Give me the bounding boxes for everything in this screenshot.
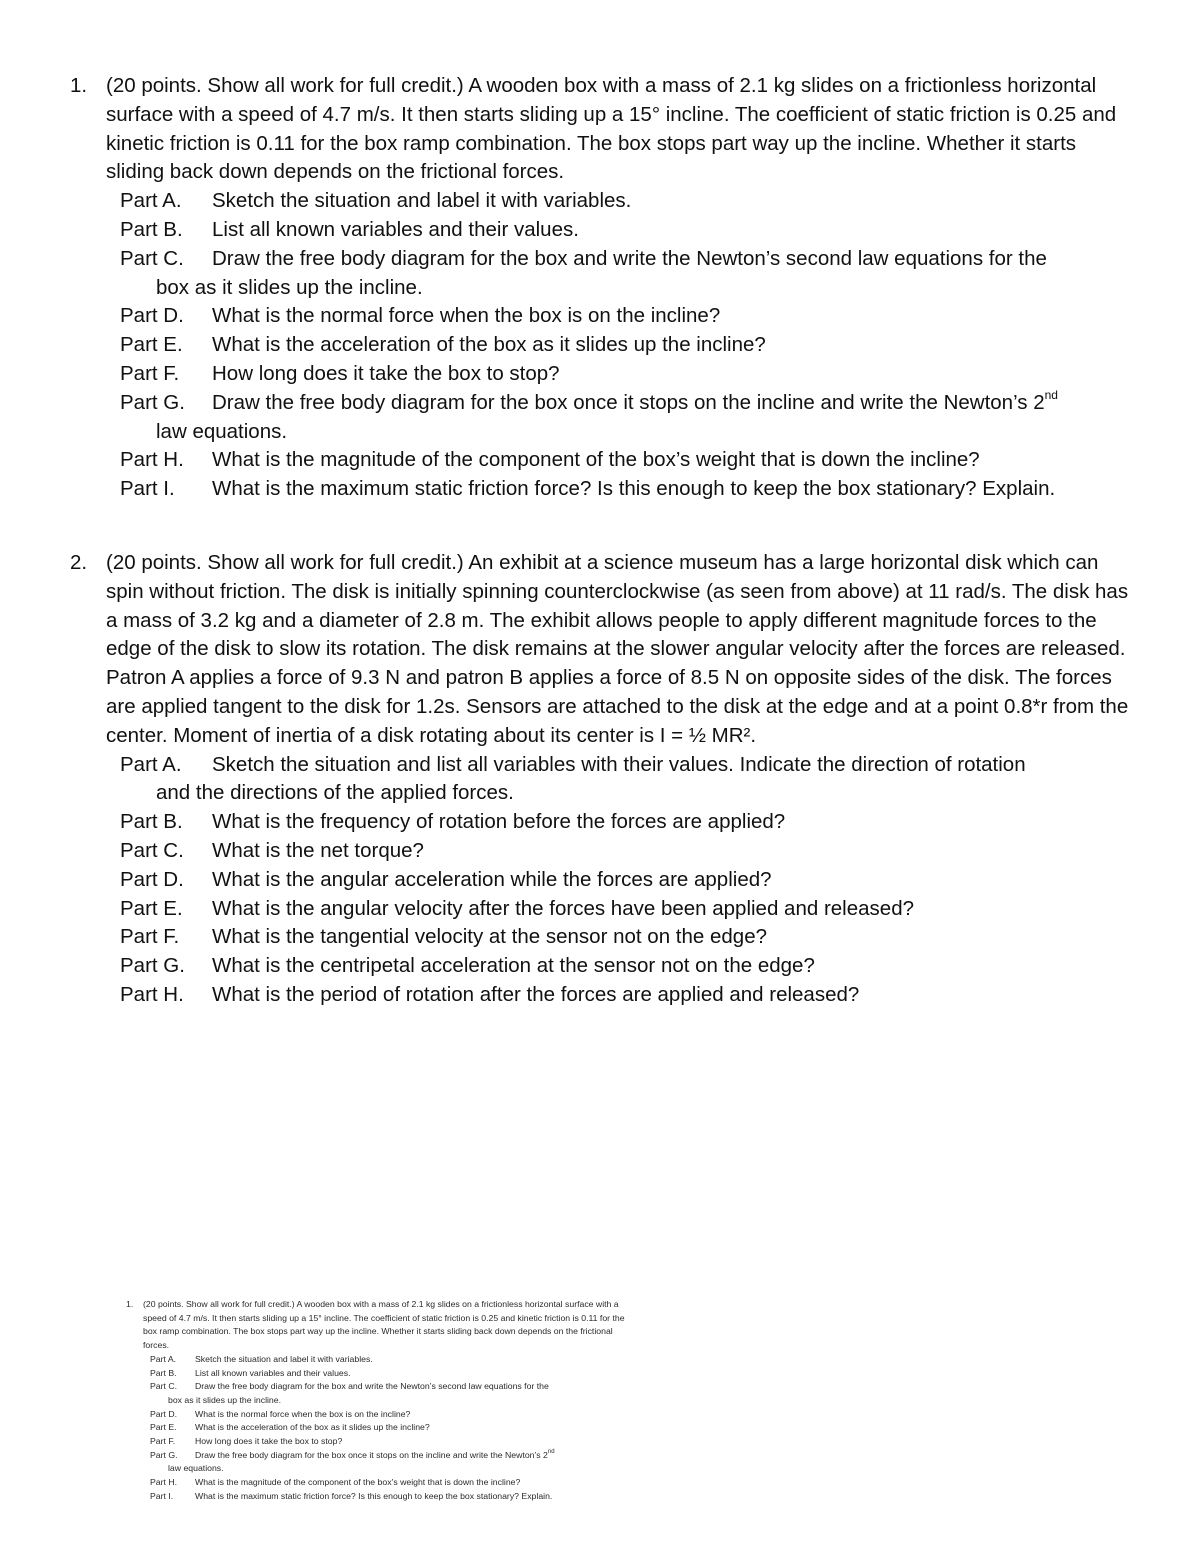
part-item	[120, 302, 1130, 331]
part-item	[150, 1490, 631, 1504]
part-text: What is the magnitude of the component of the box’s weight that is down the incline?	[195, 1477, 521, 1488]
part-label: Part E.	[120, 896, 183, 920]
part-text: What is the maximum static friction force? Is this enough to keep the box stationary? Explain.	[195, 1490, 553, 1501]
part-text-wrap	[195, 1449, 631, 1463]
part-label: Part F.	[150, 1436, 176, 1447]
part-item	[120, 923, 1130, 952]
part-item	[150, 1353, 631, 1367]
part-label: Part D.	[150, 1408, 178, 1419]
part-label: Part E.	[120, 333, 183, 357]
part-item	[120, 808, 1130, 837]
part-item	[120, 216, 1130, 245]
part-text: Sketch the situation and label it with variables.	[212, 189, 632, 213]
part-text: What is the normal force when the box is on the incline?	[195, 1408, 411, 1419]
part-continuation: law equations.	[168, 1463, 224, 1474]
part-text-wrap	[212, 389, 1130, 418]
part-text: What is the acceleration of the box as it slides up the incline?	[195, 1422, 430, 1433]
part-item	[120, 981, 1130, 1010]
problem-1-thumbnail-copy	[126, 1298, 631, 1504]
part-text: What is the maximum static friction force? Is this enough to keep the box stationary? Explain.	[212, 477, 1056, 501]
problem-number: 1.	[126, 1299, 134, 1309]
problem-2	[70, 549, 1130, 1010]
part-item	[120, 751, 1130, 809]
part-text: What is the acceleration of the box as it slides up the incline?	[212, 333, 766, 357]
part-text: Draw the free body diagram for the box once it stops on the incline and write the Newton’s 2	[212, 390, 1045, 414]
part-text: What is the centripetal acceleration at the sensor not on the edge?	[212, 954, 815, 978]
part-text: What is the frequency of rotation before the forces are applied?	[212, 810, 786, 834]
part-item	[150, 1476, 631, 1490]
part-item	[120, 895, 1130, 924]
part-text: List all known variables and their values.	[212, 217, 579, 241]
part-item	[120, 389, 1130, 447]
part-label: Part A.	[150, 1353, 177, 1364]
part-text: Sketch the situation and label it with variables.	[195, 1353, 373, 1364]
part-label: Part E.	[150, 1422, 177, 1433]
part-text: Draw the free body diagram for the box once it stops on the incline and write the Newton’s 2	[195, 1449, 548, 1460]
superscript: nd	[1044, 387, 1058, 402]
problem-intro: (20 points. Show all work for full credit.) A wooden box with a mass of 2.1 kg slides on a frictionless horizontal surface with a speed of 4.7 m/s. It then starts sliding up a 15° incline. The coefficient of static friction is 0.25 and kinetic friction is 0.11 for the box ramp combination. The box stops part way up the incline. Whether it starts sliding back down depends on the frictional forces.	[106, 74, 1117, 184]
part-text: What is the period of rotation after the forces are applied and released?	[212, 982, 860, 1006]
part-text: List all known variables and their values.	[195, 1367, 351, 1378]
problem-intro: (20 points. Show all work for full credit.) An exhibit at a science museum has a large horizontal disk which can spin without friction. The disk is initially spinning counterclockwise (as seen from above) at 11 rad/s. The disk has a mass of 3.2 kg and a diameter of 2.8 m. The exhibit allows people to apply different magnitude forces to the edge of the disk to slow its rotation. The disk remains at the slower angular velocity after the forces are released. Patron A applies a force of 9.3 N and patron B applies a force of 8.5 N on opposite sides of the disk. The forces are applied tangent to the disk for 1.2s. Sensors are attached to the disk at the edge and at a point 0.8*r from the center. Moment of inertia of a disk rotating about its center is I = ½ MR².	[106, 551, 1129, 747]
part-label: Part I.	[120, 477, 175, 501]
part-item	[120, 952, 1130, 981]
part-label: Part A.	[120, 189, 182, 213]
part-label: Part C.	[150, 1381, 178, 1392]
part-item	[150, 1449, 631, 1476]
part-text: How long does it take the box to stop?	[212, 361, 560, 385]
part-text: What is the normal force when the box is on the incline?	[212, 304, 721, 328]
problem-intro: (20 points. Show all work for full credit.) A wooden box with a mass of 2.1 kg slides on a frictionless horizontal surface with a speed of 4.7 m/s. It then starts sliding up a 15° incline. The coefficient of static friction is 0.25 and kinetic friction is 0.11 for the box ramp combination. The box stops part way up the incline. Whether it starts sliding back down depends on the frictional forces.	[143, 1299, 625, 1351]
part-label: Part C.	[120, 838, 184, 862]
part-item	[120, 475, 1130, 504]
part-label: Part G.	[120, 954, 185, 978]
part-continuation: box as it slides up the incline.	[156, 275, 423, 299]
part-item	[120, 187, 1130, 216]
part-label: Part A.	[120, 752, 182, 776]
problem-1	[70, 72, 1130, 504]
superscript: nd	[547, 1448, 555, 1455]
part-text: How long does it take the box to stop?	[195, 1436, 343, 1447]
problem-number: 2.	[70, 551, 88, 574]
part-label: Part C.	[120, 246, 184, 270]
part-item	[120, 245, 1130, 303]
part-label: Part G.	[150, 1449, 178, 1460]
problem-number: 1.	[70, 74, 88, 97]
part-label: Part H.	[150, 1477, 178, 1488]
part-text: Draw the free body diagram for the box and write the Newton’s second law equations for the	[212, 246, 1047, 270]
part-continuation: and the directions of the applied forces.	[156, 781, 514, 805]
part-label: Part G.	[120, 390, 185, 414]
part-text: What is the magnitude of the component of the box’s weight that is down the incline?	[212, 448, 980, 472]
part-item	[120, 331, 1130, 360]
part-text: What is the net torque?	[212, 838, 424, 862]
part-text: Draw the free body diagram for the box and write the Newton’s second law equations for the	[195, 1381, 549, 1392]
part-label: Part H.	[120, 982, 184, 1006]
part-label: Part D.	[120, 304, 184, 328]
part-label: Part I.	[150, 1490, 174, 1501]
part-item	[150, 1367, 631, 1381]
part-item	[150, 1408, 631, 1422]
part-item	[150, 1380, 631, 1407]
part-text: What is the tangential velocity at the sensor not on the edge?	[212, 925, 767, 949]
part-label: Part B.	[120, 217, 183, 241]
part-label: Part B.	[150, 1367, 177, 1378]
part-item	[120, 866, 1130, 895]
part-label: Part H.	[120, 448, 184, 472]
part-item	[150, 1435, 631, 1449]
part-item	[150, 1421, 631, 1435]
part-text: What is the angular velocity after the forces have been applied and released?	[212, 896, 914, 920]
part-label: Part F.	[120, 361, 180, 385]
part-label: Part D.	[120, 867, 184, 891]
part-text: Sketch the situation and list all variables with their values. Indicate the direction of rotation	[212, 752, 1026, 776]
part-continuation: box as it slides up the incline.	[168, 1394, 282, 1405]
part-label: Part B.	[120, 810, 183, 834]
part-item	[120, 446, 1130, 475]
part-label: Part F.	[120, 925, 180, 949]
part-item	[120, 837, 1130, 866]
part-item	[120, 360, 1130, 389]
part-text: What is the angular acceleration while the forces are applied?	[212, 867, 772, 891]
part-continuation: law equations.	[156, 419, 288, 443]
